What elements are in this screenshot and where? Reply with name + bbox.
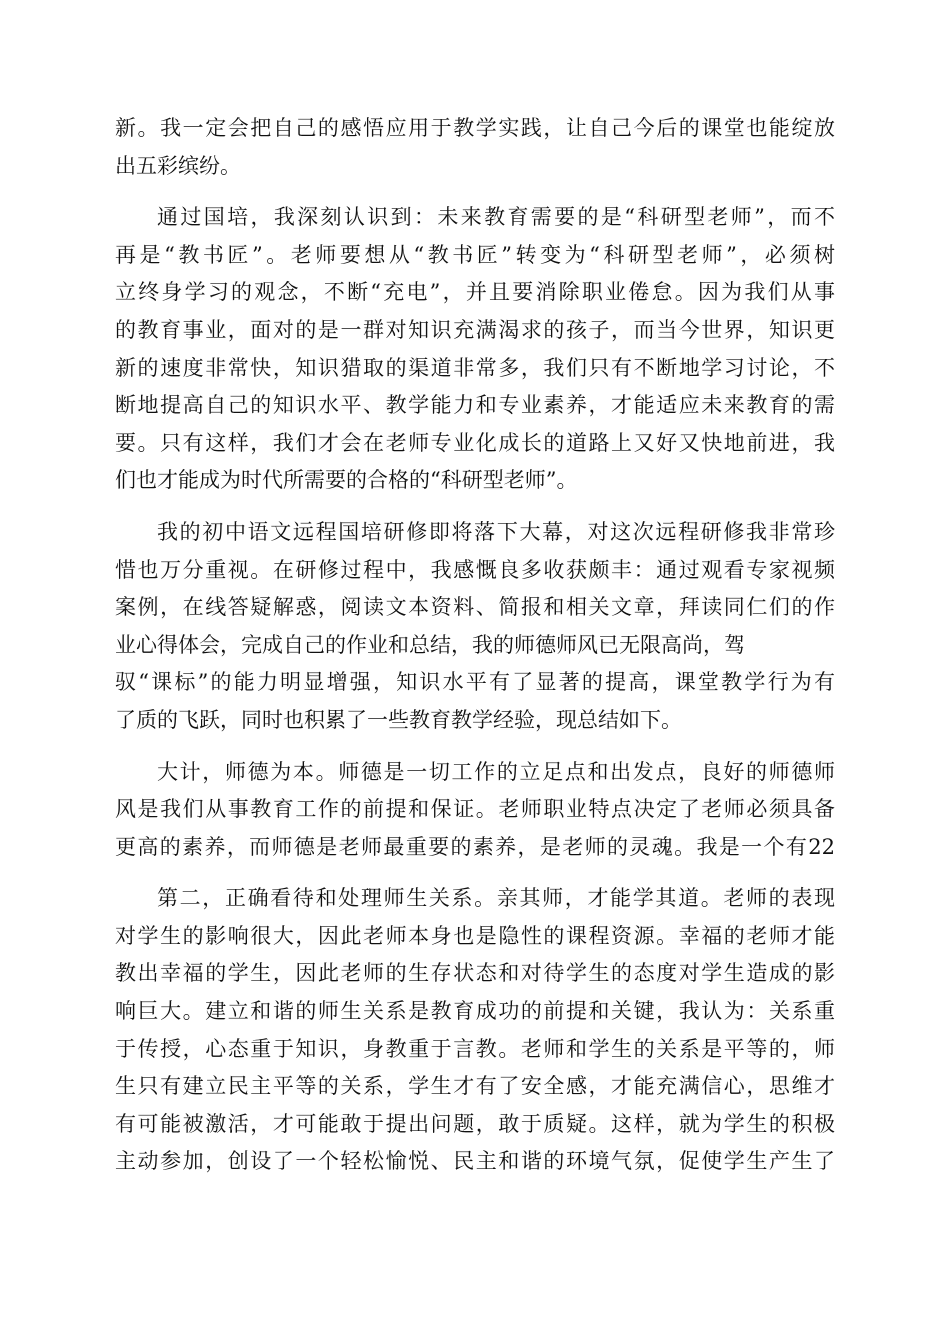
text-line: 们也才能成为时代所需要的合格的“科研型老师”。 (115, 468, 578, 493)
text-line: 于传授，心态重于知识，身教重于言教。老师和学生的关系是平等的，师 (115, 1036, 835, 1061)
text-line: 新的速度非常快，知识猎取的渠道非常多，我们只有不断地学习讨论，不 (115, 355, 835, 380)
text-line: 再是“教书匠”。老师要想从“教书匠”转变为“科研型老师”，必须树 (115, 242, 835, 267)
text-line: 响巨大。建立和谐的师生关系是教育成功的前提和关键，我认为：关系重 (115, 999, 835, 1024)
text-line: 有可能被激活，才可能敢于提出问题，敢于质疑。这样，就为学生的积极 (115, 1111, 835, 1136)
text-line: 第二，正确看待和处理师生关系。亲其师，才能学其道。老师的表现 (157, 886, 835, 911)
paragraph-research-teacher (115, 199, 835, 500)
text-line: 生只有建立民主平等的关系，学生才有了安全感，才能充满信心，思维才 (115, 1074, 835, 1099)
text-line: 大计，师德为本。师德是一切工作的立足点和出发点，良好的师德师 (157, 759, 835, 784)
text-line: 通过国培，我深刻认识到：未来教育需要的是“科研型老师”，而不 (157, 205, 835, 230)
paragraph-teacher-ethics (115, 754, 835, 867)
paragraph-gap (115, 866, 835, 880)
text-line: 主动参加，创设了一个轻松愉悦、民主和谐的环境气氛，促使学生产生了 (115, 1149, 835, 1174)
text-line: 出五彩缤纷。 (115, 153, 241, 178)
text-line: 新。我一定会把自己的感悟应用于教学实践，让自己今后的课堂也能绽放 (115, 116, 835, 140)
text-line: 立终身学习的观念，不断“充电”，并且要消除职业倦怠。因为我们从事 (115, 280, 835, 305)
paragraph-gap (115, 500, 835, 514)
text-line: 我的初中语文远程国培研修即将落下大幕，对这次远程研修我非常珍 (157, 519, 835, 544)
paragraph-training-summary (115, 514, 835, 740)
paragraph-gap (115, 185, 835, 199)
paragraph-continuation (115, 110, 835, 185)
text-line: 教出幸福的学生，因此老师的生存状态和对待学生的态度对学生造成的影 (115, 961, 835, 986)
text-line: 断地提高自己的知识水平、教学能力和专业素养，才能适应未来教育的需 (115, 393, 835, 418)
text-line: 业心得体会，完成自己的作业和总结，我的师德师风已无限高尚，驾 (115, 632, 745, 657)
text-line: 风是我们从事教育工作的前提和保证。老师职业特点决定了老师必须具备 (115, 797, 835, 822)
text-line: 了质的飞跃，同时也积累了一些教育教学经验，现总结如下。 (115, 707, 682, 732)
paragraph-gap (115, 740, 835, 754)
text-line: 惜也万分重视。在研修过程中，我感慨良多收获颇丰：通过观看专家视频 (115, 557, 835, 582)
text-line: 要。只有这样，我们才会在老师专业化成长的道路上又好又快地前进，我 (115, 430, 835, 455)
text-line: 驭“课标”的能力明显增强，知识水平有了显著的提高，课堂教学行为有 (115, 670, 835, 695)
text-line: 更高的素养，而师德是老师最重要的素养，是老师的灵魂。我是一个有22 (115, 834, 835, 859)
text-line: 的教育事业，面对的是一群对知识充满渴求的孩子，而当今世界，知识更 (115, 317, 835, 342)
document-page (115, 110, 835, 1181)
text-line: 案例，在线答疑解惑，阅读文本资料、简报和相关文章，拜读同仁们的作 (115, 595, 835, 620)
paragraph-teacher-student-relations (115, 880, 835, 1181)
text-line: 对学生的影响很大，因此老师本身也是隐性的课程资源。幸福的老师才能 (115, 923, 835, 948)
